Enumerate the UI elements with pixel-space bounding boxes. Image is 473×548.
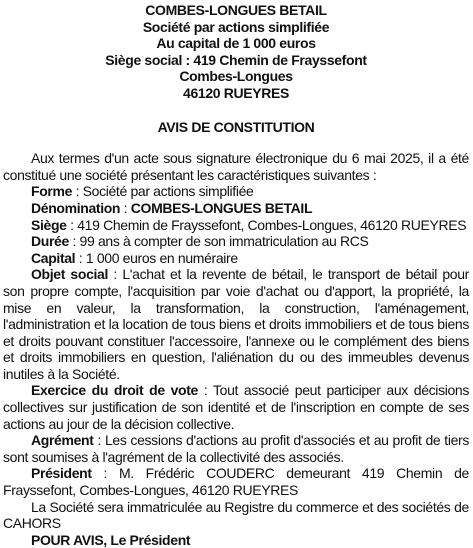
notice-title: AVIS DE CONSTITUTION xyxy=(157,118,315,135)
field-duree-label: Durée xyxy=(31,233,69,250)
field-capital xyxy=(3,250,469,267)
field-objet xyxy=(3,266,469,382)
intro-paragraph: Aux termes d'un acte sous signature électronique du 6 mai 2025, il a été constitué une société présentant les caractéristiques suivantes : xyxy=(3,150,469,183)
field-exercice-label: Exercice du droit de vote xyxy=(31,382,198,399)
field-siege xyxy=(3,217,469,234)
field-president-label: Président xyxy=(31,465,92,482)
field-denomination xyxy=(3,200,469,217)
company-capital: Au capital de 1 000 euros xyxy=(156,35,316,52)
company-seat-line1: Siège social : 419 Chemin de Frayssefont xyxy=(105,51,367,68)
field-capital-value: : 1 000 euros en numéraire xyxy=(75,249,238,266)
field-agrement-value: : Les cessions d'actions au profit d'associés et au profit de tiers sont soumises à l'agrément de la collectivité des associés. xyxy=(3,432,469,465)
company-seat-line2: Combes-Longues xyxy=(179,68,293,85)
field-siege-label: Siège xyxy=(31,216,67,233)
field-forme-label: Forme xyxy=(31,183,73,200)
field-duree-value: : 99 ans à compter de son immatriculation au RCS xyxy=(68,233,369,250)
field-siege-value: : 419 Chemin de Frayssefont, Combes-Longues, 46120 RUEYRES xyxy=(66,216,467,233)
field-forme xyxy=(3,183,469,200)
field-agrement xyxy=(3,432,469,465)
field-forme-value: : Société par actions simplifiée xyxy=(72,183,254,200)
field-denomination-sep: : xyxy=(120,199,131,216)
field-agrement-label: Agrément xyxy=(31,432,94,449)
field-objet-value: : L'achat et la revente de bétail, le transport de bétail pour son propre compte, l'acquisition par voie d'achat ou d'apport, la propriété, la mise en valeur, la transformation, la construction, l'aménagement, l'administration et la location de tous biens et droits immobiliers et de tous biens et droits pouvant constituer l'accessoire, l'annexe ou le complément des biens et droits immobiliers en question, l'aliénation du ou des immeubles devenus inutiles à la Société. xyxy=(3,266,469,382)
company-header xyxy=(3,2,469,102)
company-name: COMBES-LONGUES BETAIL xyxy=(145,2,327,18)
field-denomination-label: Dénomination xyxy=(31,199,121,216)
signature: POUR AVIS, Le Président xyxy=(31,531,191,548)
field-president xyxy=(3,465,469,498)
field-exercice-value: : Tout associé peut participer aux décisions collectives sur justification de son identité et de l'inscription en compte de ses actions au jour de la décision collective. xyxy=(3,382,469,432)
company-form: Société par actions simplifiée xyxy=(142,18,330,35)
field-capital-label: Capital xyxy=(31,249,76,266)
company-seat-line3: 46120 RUEYRES xyxy=(183,84,289,101)
field-president-value: : M. Frédéric COUDERC demeurant 419 Chemin de Frayssefont, Combes-Longues, 46120 RUEYRES xyxy=(3,465,469,499)
field-denomination-value: COMBES-LONGUES BETAIL xyxy=(130,199,313,216)
field-objet-label: Objet social xyxy=(31,266,109,283)
field-exercice xyxy=(3,382,469,432)
field-duree xyxy=(3,233,469,250)
registration-paragraph: La Société sera immatriculée au Registre du commerce et des sociétés de CAHORS xyxy=(3,498,469,532)
